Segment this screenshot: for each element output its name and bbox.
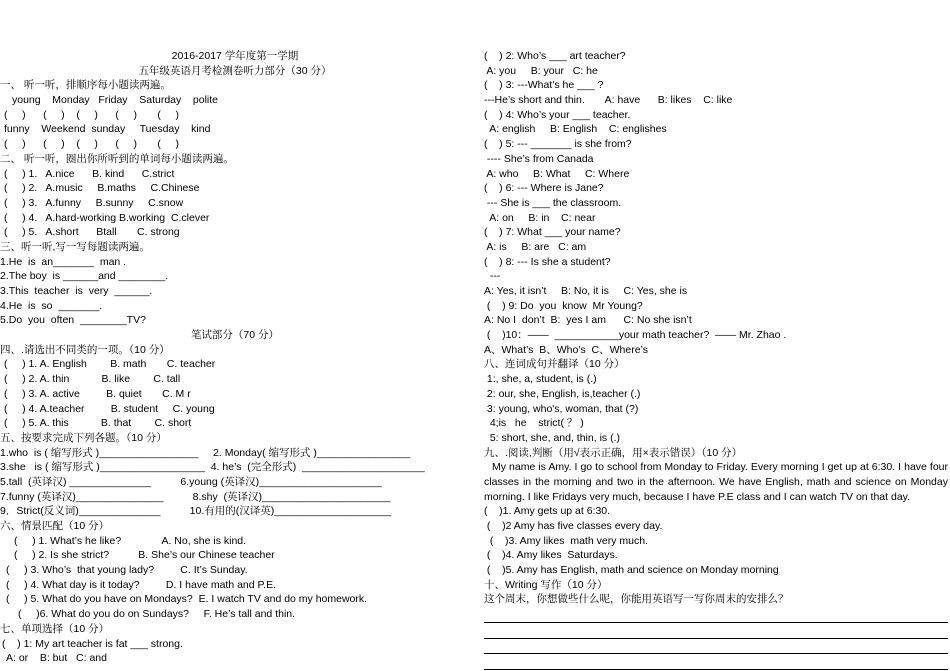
text-line: ( ) 1. A. English B. math C. teacher [4, 358, 216, 371]
text-line: 这个周末，你想做些什么呢，你能用英语写一写你周末的安排么？ [484, 593, 789, 606]
text-line: A: No I don’t B: yes I am C: No she isn’t [484, 314, 692, 327]
text-line: ( )3. Amy likes math very much. [484, 534, 648, 547]
text-line: 笔试部分（70 分） [190, 329, 280, 342]
text-line: young Monday Friday Saturday polite [12, 94, 219, 107]
text-line: A: is B: are C: am [484, 240, 587, 253]
text-line: A: Yes, it isn’t B: No, it is C: Yes, she is [484, 285, 688, 297]
text-line: ( )2 Amy has five classes every day. [484, 520, 663, 533]
text-line: ( )10：—— ___________your math teacher? —— Mr. Zhao . [484, 329, 787, 342]
text-line: 9．Strict(反义词)______________ 10.有用的(汉译英)____________________ [0, 505, 392, 518]
text-line: ( ) 2. A.music B.maths C.Chinese [4, 182, 200, 195]
text-line: ( )6. What do you do on Sundays? F. He’s tall and thin. [18, 608, 296, 621]
text-line: A: you B: your C: he [484, 64, 598, 77]
text-line: 4.He is so _______. [0, 299, 103, 312]
text-line: ( ) 2. A. thin B. like C. tall [4, 373, 181, 386]
text-line: 4;is he strict( ？ ) [484, 417, 584, 430]
text-line: ---- She’s from Canada [484, 152, 594, 165]
writing-line[interactable] [484, 607, 948, 623]
text-line: ( ) 5. What do you have on Mondays? E. I watch TV and do my homework. [6, 593, 368, 606]
text-line: 三、听一听,写一写每题读两遍。 [0, 240, 150, 253]
right-column [484, 49, 948, 670]
text-line: 六、情景匹配（10 分） [0, 520, 110, 532]
text-line: ( ) 5: --- _______ is she from? [484, 138, 632, 151]
text-line: ( ) 7: What ___ your name? [484, 226, 621, 239]
text-line: 5: short, she, and, thin, is (.) [484, 431, 620, 444]
multiple-choice-continued [484, 49, 948, 460]
text-line: ( ) 1: My art teacher is fat ___ strong. [2, 637, 183, 650]
text-line: A: who B: What C: Where [484, 167, 630, 180]
text-line: --- She is ___ the classroom. [484, 196, 622, 209]
text-line: ( ) 2. Is she strict? B. She’s our Chinese teacher [14, 549, 275, 562]
text-line: ( ) 4. A.teacher B. student C. young [4, 402, 215, 415]
text-line: ( ) 5. A.short Btall C. strong [4, 226, 180, 239]
text-line: 九、.阅读,判断（用√表示正确，用×表示错误）（10 分） [484, 446, 743, 459]
text-line: ( ) 5. A. this B. that C. short [4, 417, 192, 430]
writing-line[interactable] [484, 639, 948, 655]
text-line: ( ) 3: ---What’s he ___ ? [484, 79, 604, 92]
text-line: ( ) 3. A.funny B.sunny C.snow [4, 196, 184, 209]
text-line: 二、 听一听，圈出你所听到的单词每小题读两遍。 [0, 152, 234, 165]
text-line: 2: our, she, English, is,teacher (.) [484, 387, 641, 400]
text-line: 八、连词成句并翻译（10 分） [484, 358, 625, 371]
text-line: ( ) 9: Do you know Mr Young? [484, 299, 643, 312]
left-column [0, 49, 470, 666]
writing-answer-area[interactable] [484, 607, 948, 670]
text-line: funny Weekend sunday Tuesday kind [4, 123, 211, 136]
text-line: A: on B: in C: near [484, 211, 596, 224]
judgement-and-writing [484, 504, 948, 607]
text-line: 十、Writing 写作（10 分） [484, 578, 608, 591]
text-line: ( )4. Amy likes Saturdays. [484, 549, 618, 562]
text-line: 2.The boy is ______and ________. [0, 270, 169, 283]
text-line: ( ) 1. What’s he like? A. No, she is kind. [14, 534, 247, 547]
text-line: 7.funny (英译汉)_______________ 8.shy (英译汉)______________________ [0, 490, 391, 503]
text-line: ( ) 1. A.nice B. kind C.strict [4, 167, 175, 180]
text-line: A: english B: English C: englishes [484, 123, 667, 136]
text-line: 3.she is ( 缩写形式 )__________________ 4. he’s (完全形式) _____________________ [0, 461, 425, 474]
text-line: 5.Do you often ________TV? [0, 314, 146, 327]
text-line: ( ) 4. A.hard-working B.working C.clever [4, 211, 210, 224]
text-line: ( )1. Amy gets up at 6:30. [484, 505, 611, 518]
text-line: A: or B: but C: and [6, 652, 107, 665]
writing-line[interactable] [484, 623, 948, 639]
text-line: 四、.请选出不同类的一项。（10 分） [0, 343, 170, 356]
text-line: 3: young, who's, woman, that (?) [484, 402, 639, 415]
text-line: --- [484, 270, 501, 283]
text-line: ( )5. Amy has English, math and science on Monday morning [484, 564, 779, 577]
text-line: ( ) ( ) ( ) ( ) ( ) [4, 108, 179, 121]
text-line: 2016-2017 学年度第一学期 [171, 50, 299, 62]
writing-line[interactable] [484, 654, 948, 670]
text-line: 五、按要求完成下列各题。（10 分） [0, 431, 167, 444]
text-line: 1:, she, a, student, is (.) [484, 373, 597, 386]
text-line: 1.He is an_______ man . [0, 255, 127, 268]
text-line: ( ) 4: Who’s your ___ teacher. [484, 108, 631, 121]
text-line: A、What’s B、Who’s C、Where’s [484, 343, 648, 356]
text-line: 3.This teacher is very ______. [0, 285, 153, 297]
text-line: ( ) 6: --- Where is Jane? [484, 182, 604, 195]
text-line: ( ) ( ) ( ) ( ) ( ) [4, 138, 179, 151]
text-line: 5.tall (英译汉) ______________ 6.young (英译汉)_____________________ [0, 475, 382, 488]
text-line: ( ) 2: Who’s ___ art teacher? [484, 50, 626, 62]
text-line: ( ) 3. Who’s that young lady? C. It’s Sunday. [6, 564, 248, 577]
reading-passage: My name is Amy. I go to school from Monday to Friday. Every morning I get up at 6:30. I have four classes in the morning and two in the afternoon. We have English, math and science on Monday morning. I like Fridays very much, because I have P.E class and I can watch TV on that day. [484, 461, 948, 503]
text-line: 1.who is ( 缩写形式 )_________________ 2. Monday( 缩写形式 )________________ [0, 446, 411, 459]
text-line: 五年级英语月考检测卷听力部分（30 分） [138, 64, 332, 77]
text-line: ( ) 4. What day is it today? D. I have math and P.E. [6, 578, 277, 591]
text-line: ( ) 3. A. active B. quiet C. M r [4, 387, 191, 400]
text-line: 一、 听一听，排顺序每小题读两遍。 [0, 79, 171, 92]
text-line: ---He’s short and thin. A: have B: likes C: like [484, 94, 733, 107]
text-line: ( ) 8: --- Is she a student? [484, 255, 611, 268]
text-line: 七、单项选择（10 分） [0, 622, 110, 635]
